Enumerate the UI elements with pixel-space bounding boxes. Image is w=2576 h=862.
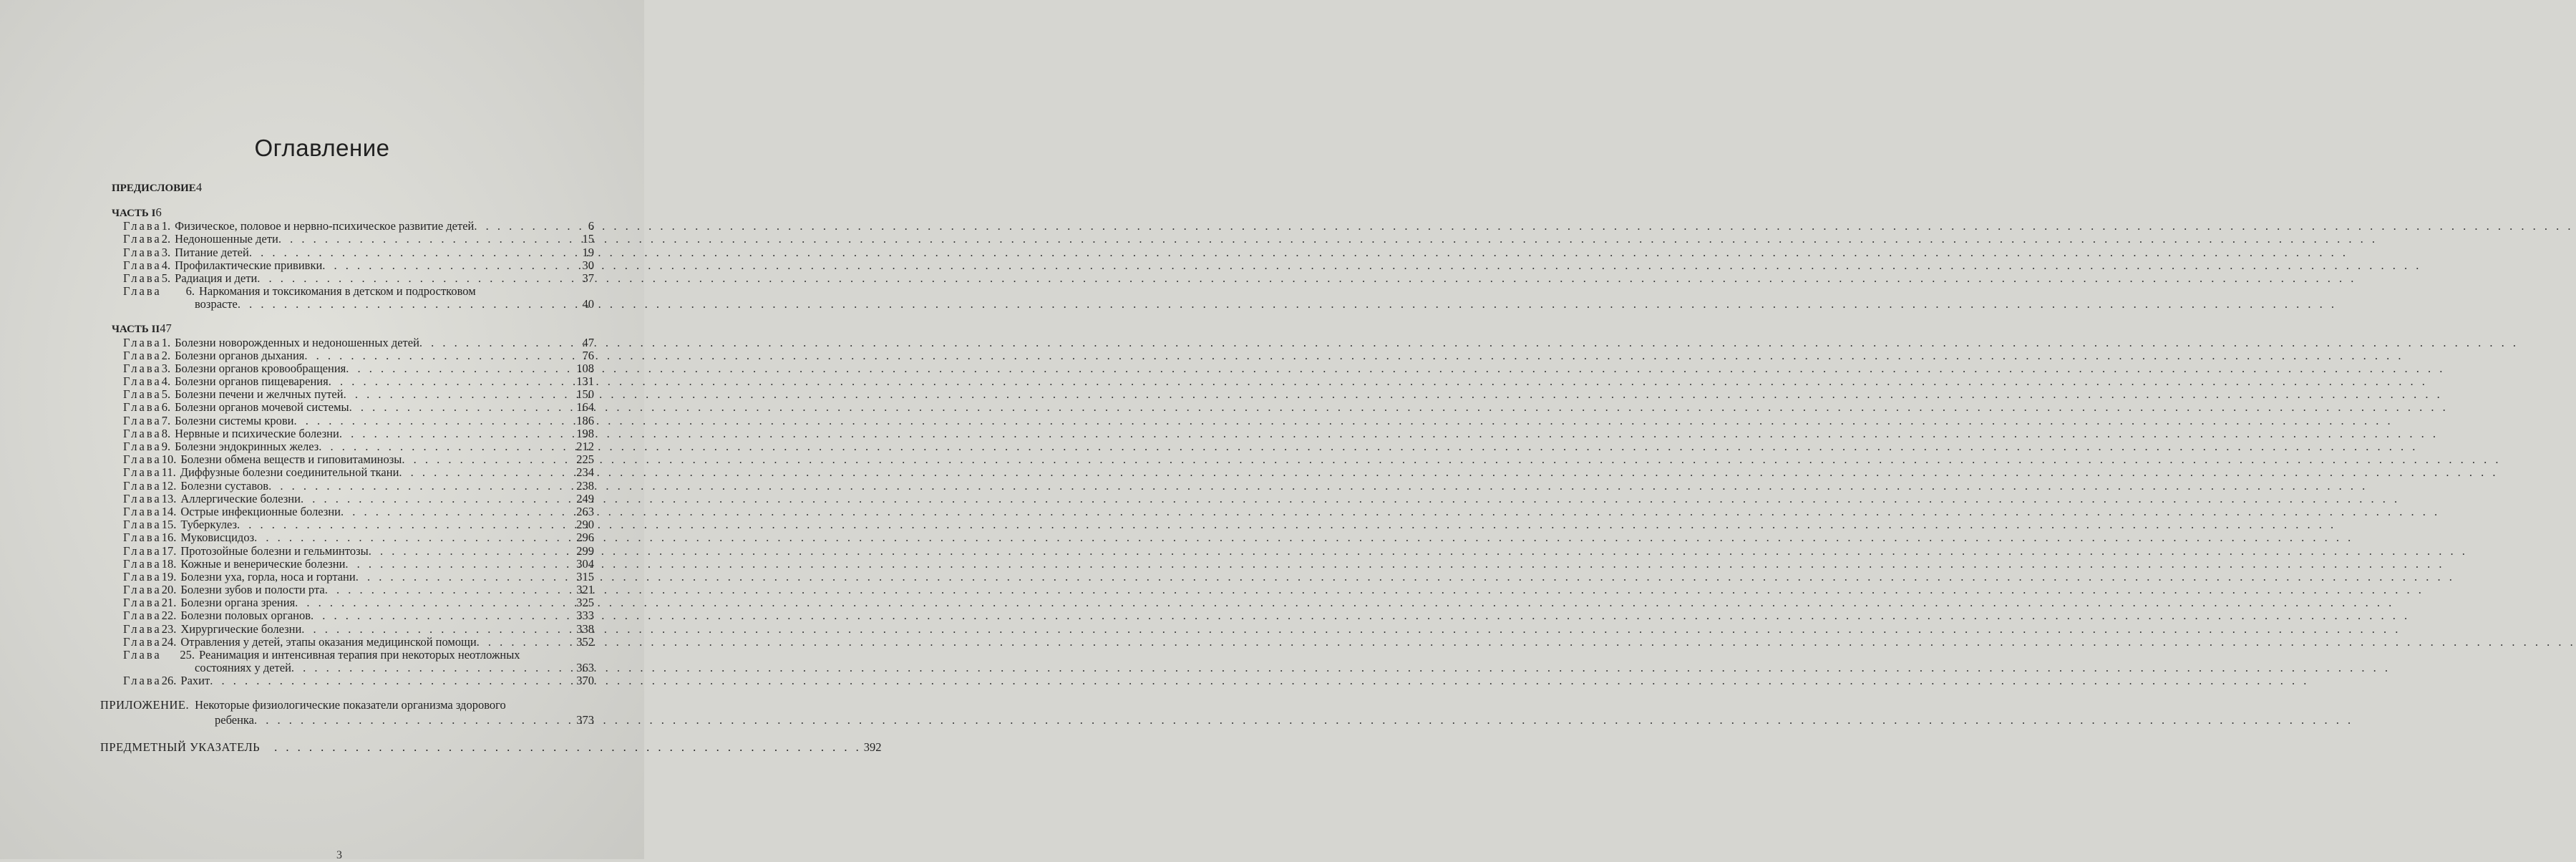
chapter-number: 4. [161,258,171,272]
chapter-title-cont: возрасте [195,297,238,311]
chapter-number: 4. [161,374,171,389]
chapter-page: 263 [576,504,594,518]
chapter-entry [100,674,594,687]
part2-chapter-list [100,336,594,687]
chapter-label: Глава [123,232,162,246]
chapter-page: 225 [576,452,594,467]
chapter-title: Протозойные болезни и гельминтозы [180,543,369,558]
chapter-entry [100,272,594,285]
chapter-title: Реанимация и интенсивная терапия при некоторых неотложных [199,648,520,662]
part2-title: ЧАСТЬ II [112,324,160,336]
leader-dots [304,349,580,362]
appendix-desc: Некоторые физиологические показатели организма здорового [195,698,506,712]
part1-page: 6 [155,205,162,219]
leader-dots [339,427,574,440]
chapter-label: Глава [123,245,162,259]
chapter-number: 16. [161,531,177,545]
chapter-label: Глава [123,569,162,583]
chapter-page: 198 [576,426,594,440]
chapter-title: Профилактические прививки [175,258,323,272]
chapter-number: 5. [161,271,171,285]
leader-dots [399,466,574,479]
leader-dots [402,453,574,466]
chapter-page: 352 [576,634,594,649]
chapter-number: 13. [161,491,177,505]
chapter-label: Глава [123,426,162,440]
chapter-entry [100,453,594,466]
leader-dots [278,233,580,246]
chapter-page: 249 [576,491,594,505]
chapter-label: Глава [123,674,162,688]
chapter-label: Глава [123,440,162,453]
chapter-entry [100,336,594,349]
chapter-label: Глава [123,374,162,389]
chapter-page: 363 [576,661,594,675]
chapter-label: Глава [123,531,162,545]
chapter-entry-continuation [100,298,594,311]
chapter-entry [100,583,594,596]
chapter-label: Глава [123,596,162,610]
chapter-title: Болезни системы крови [175,413,294,427]
chapter-entry [100,388,594,401]
leader-dots [344,388,575,401]
preface-entry [100,180,594,195]
chapter-label: Глава [123,387,162,402]
chapter-label: Глава [123,284,162,299]
chapter-number: 5. [161,387,171,402]
chapter-page: 321 [576,583,594,597]
leader-dots [369,545,575,558]
part1-chapter-list [100,220,594,311]
chapter-number: 18. [161,556,177,571]
chapter-entry [100,233,594,246]
chapter-entry [100,649,594,662]
chapter-entry [100,609,594,622]
leader-dots [237,518,574,531]
chapter-label: Глава [123,258,162,272]
chapter-title: Недоношенные дети [175,232,278,246]
chapter-number: 23. [161,621,177,636]
chapter-entry [100,493,594,505]
chapter-number: 6. [185,284,195,299]
chapter-entry [100,427,594,440]
chapter-label: Глава [123,413,162,427]
chapter-title: Болезни органов мочевой системы [175,400,349,415]
appendix-continuation [100,712,594,727]
chapter-entry [100,375,594,388]
chapter-title: Кожные и венерические болезни [180,556,346,571]
chapter-number: 10. [161,452,177,467]
part2-page: 47 [160,321,172,336]
chapter-number: 19. [161,569,177,583]
chapter-number: 2. [161,232,171,246]
leader-dots [254,714,574,727]
chapter-title: Болезни печени и желчных путей [175,387,344,402]
chapter-page: 6 [588,219,594,233]
chapter-number: 1. [161,219,171,233]
appendix-page: 373 [576,713,594,727]
chapter-page: 299 [576,543,594,558]
chapter-label: Глава [123,465,162,480]
chapter-page: 304 [576,556,594,571]
chapter-title: Наркомания и токсикомания в детском и подростковом [199,284,476,299]
leader-dots [474,220,585,233]
spacer [100,727,594,737]
chapter-title: Болезни органов дыхания [175,348,305,362]
chapter-title: Диффузные болезни соединительной ткани [180,465,399,480]
chapter-entry [100,401,594,414]
chapter-page: 150 [576,387,594,402]
chapter-title: Острые инфекционные болезни [180,504,341,518]
chapter-title: Болезни половых органов [180,609,311,623]
chapter-title: Муковисцидоз [180,531,255,545]
chapter-page: 131 [576,374,594,389]
chapter-page: 108 [576,361,594,375]
chapter-number: 3. [161,245,171,259]
chapter-title: Туберкулез [180,518,238,532]
chapter-number: 3. [161,361,171,375]
chapter-title: Нервные и психические болезни [175,426,339,440]
part1-title: ЧАСТЬ I [112,208,156,219]
chapter-title: Болезни эндокринных желез [175,440,319,453]
chapter-label: Глава [123,504,162,518]
leader-dots [322,259,580,272]
chapter-label: Глава [123,478,162,493]
chapter-page: 164 [576,400,594,415]
chapter-title: Болезни уха, горла, носа и гортани [180,569,356,583]
chapter-entry [100,414,594,427]
chapter-entry [100,349,594,362]
leader-dots [319,440,574,453]
chapter-number: 1. [161,335,171,349]
chapter-number: 12. [161,478,177,493]
chapter-entry [100,596,594,609]
chapter-page: 212 [576,440,594,453]
leader-dots [210,674,574,687]
chapter-number: 9. [161,440,171,453]
chapter-title: Болезни органов кровообращения [175,361,346,375]
leader-dots [238,298,580,311]
leader-dots [295,596,574,609]
chapter-entry [100,558,594,571]
leader-dots [291,662,574,674]
chapter-label: Глава [123,219,162,233]
leader-dots [349,401,575,414]
chapter-number: 15. [161,518,177,532]
leader-dots [345,558,574,571]
chapter-number: 25. [180,648,195,662]
chapter-entry [100,285,594,298]
chapter-number: 7. [161,413,171,427]
chapter-entry [100,505,594,518]
chapter-page: 40 [582,297,594,311]
chapter-title: Отравления у детей, этапы оказания медицинской помощи [180,634,477,649]
preface-title: ПРЕДИСЛОВИЕ [112,183,196,194]
chapter-title: Болезни обмена веществ и гиповитаминозы [180,452,402,467]
chapter-entry [100,466,594,479]
chapter-page: 338 [576,621,594,636]
chapter-page: 315 [576,569,594,583]
table-of-contents [100,180,882,755]
chapter-title: Болезни зубов и полости рта [180,583,325,597]
chapter-page: 370 [576,674,594,688]
leader-dots [329,375,575,388]
chapter-label: Глава [123,556,162,571]
leader-dots [294,415,575,427]
leader-dots [477,636,575,649]
chapter-page: 76 [582,348,594,362]
chapter-entry [100,571,594,583]
appendix-desc-cont: ребенка [215,713,254,727]
chapter-entry [100,479,594,492]
chapter-number: 21. [161,596,177,610]
index-page: 392 [863,740,882,755]
chapter-title: Болезни суставов [180,478,269,493]
leader-dots [356,571,575,583]
book-page [0,0,882,861]
chapter-page: 30 [582,258,594,272]
leader-dots [257,272,580,285]
chapter-number: 17. [161,543,177,558]
preface-page: 4 [195,180,203,194]
chapter-number: 14. [161,504,177,518]
appendix-title: ПРИЛОЖЕНИЕ. [100,698,190,712]
chapter-title: Аллергические болезни [180,491,301,505]
chapter-page: 290 [576,518,594,532]
leader-dots [268,480,574,493]
chapter-entry [100,246,594,258]
index-title: ПРЕДМЕТНЫЙ УКАЗАТЕЛЬ [100,740,261,755]
chapter-label: Глава [123,361,162,375]
chapter-number: 8. [161,426,171,440]
chapter-entry [100,636,594,649]
chapter-entry [100,531,594,544]
chapter-label: Глава [123,400,162,415]
part2-entry [100,321,594,336]
chapter-page: 47 [582,335,594,349]
spacer [100,687,594,698]
chapter-label: Глава [123,271,162,285]
chapter-page: 333 [576,609,594,623]
chapter-page: 186 [576,413,594,427]
chapter-title: Болезни органа зрения [180,596,296,610]
leader-dots [311,609,574,622]
toc-title: Оглавление [254,135,390,161]
leader-dots [301,623,574,636]
index-entry [100,737,882,755]
page-number: 3 [336,849,342,861]
chapter-title: Рахит [180,674,210,688]
chapter-entry-continuation [100,662,594,674]
chapter-page: 15 [582,232,594,246]
leader-dots [341,505,574,518]
chapter-number: 22. [161,609,177,623]
chapter-title: Болезни новорожденных и недоношенных детей [175,335,419,349]
leader-dots [325,583,575,596]
spacer [100,311,594,321]
chapter-page: 234 [576,465,594,480]
chapter-entry [100,220,594,233]
chapter-label: Глава [123,621,162,636]
chapter-page: 37 [582,271,594,285]
chapter-entry [100,259,594,272]
chapter-label: Глава [123,543,162,558]
chapter-page: 296 [576,531,594,545]
chapter-label: Глава [123,335,162,349]
leader-dots: . . . . . . . . . . . . . . . . . . . . . . . . . . . . . . . . . . . . . . . . . . . . . . . . . . . [274,740,862,755]
chapter-title: Радиация и дети [175,271,258,285]
chapter-page: 325 [576,596,594,610]
chapter-label: Глава [123,609,162,623]
leader-dots [346,362,574,375]
chapter-title: Болезни органов пищеварения [175,374,329,389]
chapter-number: 20. [161,583,177,597]
spacer [100,195,594,205]
chapter-number: 2. [161,348,171,362]
chapter-label: Глава [123,518,162,532]
leader-dots [254,531,574,544]
chapter-title-cont: состояниях у детей [195,661,291,675]
chapter-label: Глава [123,452,162,467]
chapter-entry [100,362,594,375]
appendix-entry [100,698,594,712]
chapter-number: 11. [161,465,176,480]
chapter-label: Глава [123,648,162,662]
chapter-label: Глава [123,583,162,597]
chapter-page: 238 [576,478,594,493]
chapter-number: 24. [161,634,177,649]
chapter-label: Глава [123,634,162,649]
leader-dots [419,336,580,349]
chapter-title: Хирургические болезни [180,621,302,636]
leader-dots [301,493,574,505]
leader-dots [249,246,580,259]
chapter-number: 6. [161,400,171,415]
chapter-label: Глава [123,348,162,362]
chapter-title: Питание детей [175,245,249,259]
chapter-entry [100,440,594,453]
part1-entry [100,205,594,220]
chapter-entry [100,518,594,531]
chapter-entry [100,622,594,635]
chapter-label: Глава [123,491,162,505]
chapter-entry [100,544,594,557]
chapter-page: 19 [582,245,594,259]
chapter-title: Физическое, половое и нервно-психическое развитие детей [175,219,475,233]
chapter-number: 26. [161,674,177,688]
